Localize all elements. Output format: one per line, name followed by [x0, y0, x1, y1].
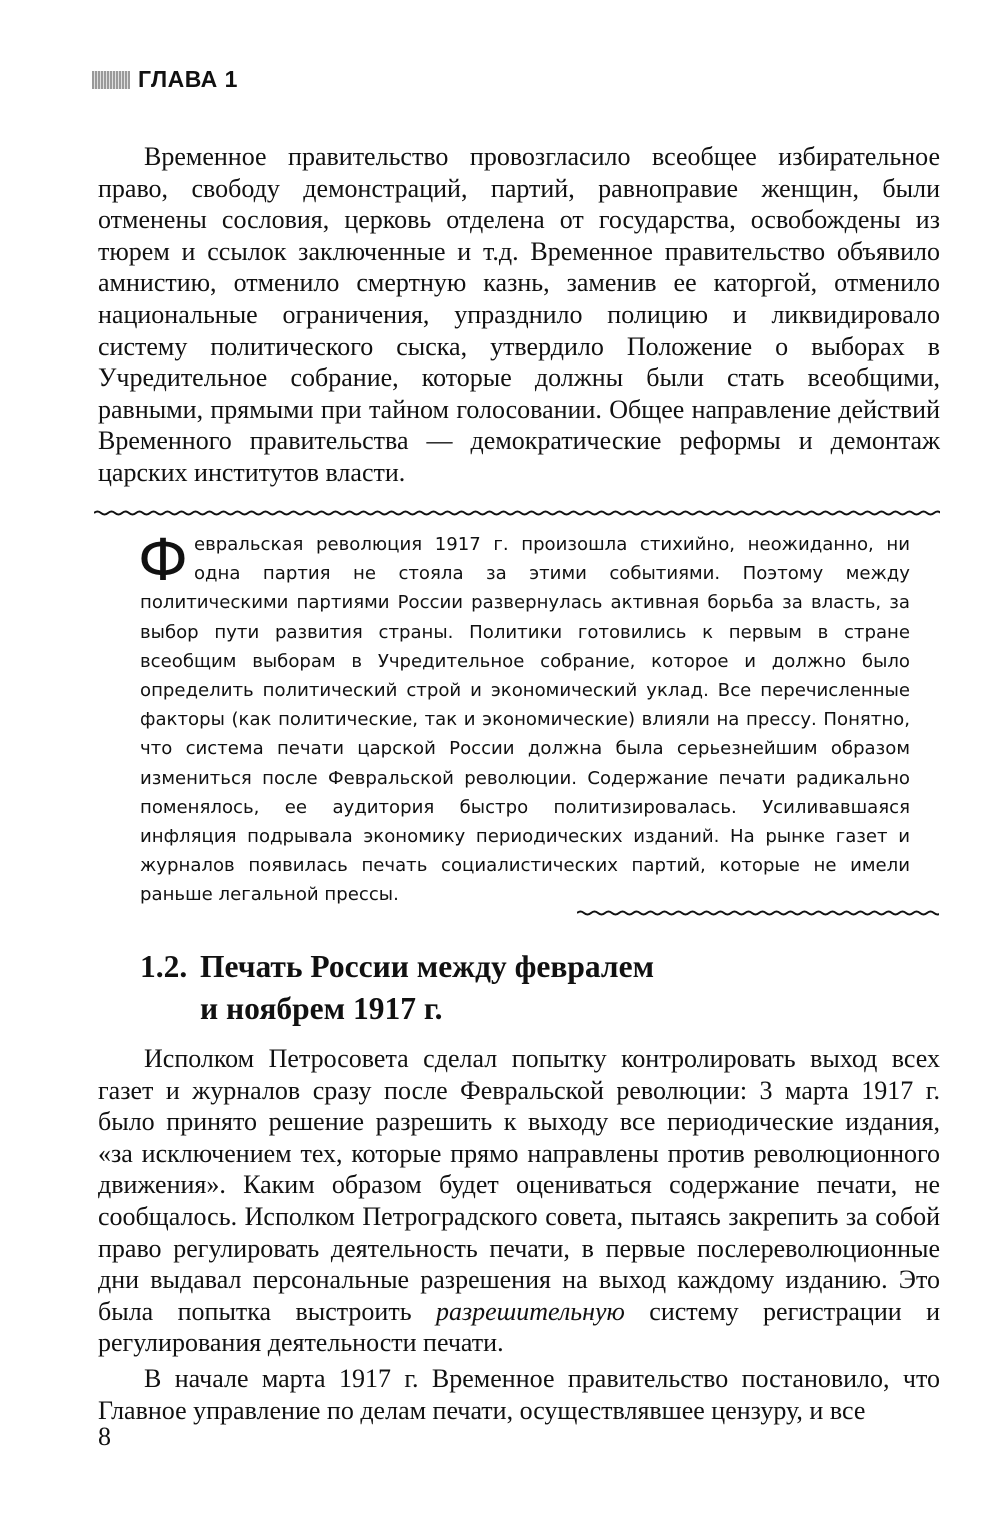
wave-line: [94, 512, 940, 515]
intro-paragraph: Временное правительство провозгласило всеобщее избирательное право, свободу демонстраций, партий, равноправие женщин, были отменены сословия, церковь отделена от государства, освобождены из тюрем и ссылок заключенные и т.д. Временное правительство объявило амнистию, отменило смертную казнь, заменив ее каторгой, отменило национальные ограничения, упразднило полицию и ликвидировало систему политического сыска, утвердило Положение о выборах в Учредительное собрание, которые должны были стать всеобщими, равными, прямыми при тайном голосовании. Общее направление действий Временного правительства — демократические реформы и демонтаж царских институтов власти.: [98, 142, 940, 487]
sidebar-top-wave-rule: [94, 506, 940, 520]
wave-line: [577, 912, 939, 915]
section-heading: [140, 946, 900, 1030]
section-title-line2: и ноябрем 1917 г.: [200, 991, 443, 1026]
body-p1-text: Исполком Петросовета сделал попытку контролировать выход всех газет и журналов сразу после Февральской революции: 3 марта 1917 г. было принято решение разрешить к выходу все периодические издания, «за исключением тех, которые прямо направлены против революционного движения». Каким образом будет оцениваться содержание печати, не сообщалось. Исполком Петроградского совета, пытаясь закрепить за собой право регулировать деятельность печати, в первые послереволюционные дни выдавал персональные разрешения на выход каждому изданию. Это была попытка выстроить: [98, 1044, 940, 1326]
intro-text-block: [98, 141, 940, 489]
body-p1-text-end: систему регистрации и регулирования деятельности печати.: [98, 1296, 940, 1358]
sidebar-dropcap: Ф: [138, 526, 188, 594]
running-header: [92, 66, 238, 93]
section-number: 1.2.: [140, 949, 188, 984]
header-decoration: [92, 71, 130, 89]
sidebar-text: евральская революция 1917 г. произошла стихийно, неожиданно, ни одна партия не стояла за этими событиями. Поэтому между политическими партиями России развернулась активная борьба за власть, за выбор пути развития страны. Политики готовились к первым в стране всеобщим выборам в Учредительное собрание, которое и должно было определить политический строй и экономический уклад. Все перечисленные факторы (как политические, так и экономические) влияли на прессу. Понятно, что система печати царской России должна была серьезнейшим образом измениться после Февральской революции. Содержание печати радикально поменялось, ее аудитория быстро политизировалась. Усиливавшаяся инфляция подрывала экономику периодических изданий. На рынке газет и журналов появилась печать социалистических партий, которые не имели раньше легальной прессы.: [140, 534, 910, 906]
sidebar-bottom-wave-rule: [577, 906, 939, 920]
sidebar-box: [138, 526, 910, 910]
body-text-block: [98, 1043, 940, 1426]
body-paragraph-1: [98, 1043, 940, 1359]
chapter-label: ГЛАВА 1: [138, 66, 238, 92]
section-title-line1: Печать России между февралем: [200, 949, 655, 984]
body-p1-italic-term: разрешительную: [435, 1296, 625, 1326]
page-number: 8: [98, 1422, 111, 1451]
body-paragraph-2: В начале марта 1917 г. Временное правительство постановило, что Главное управление по делам печати, осуществлявшее цензуру, и все: [98, 1363, 940, 1425]
